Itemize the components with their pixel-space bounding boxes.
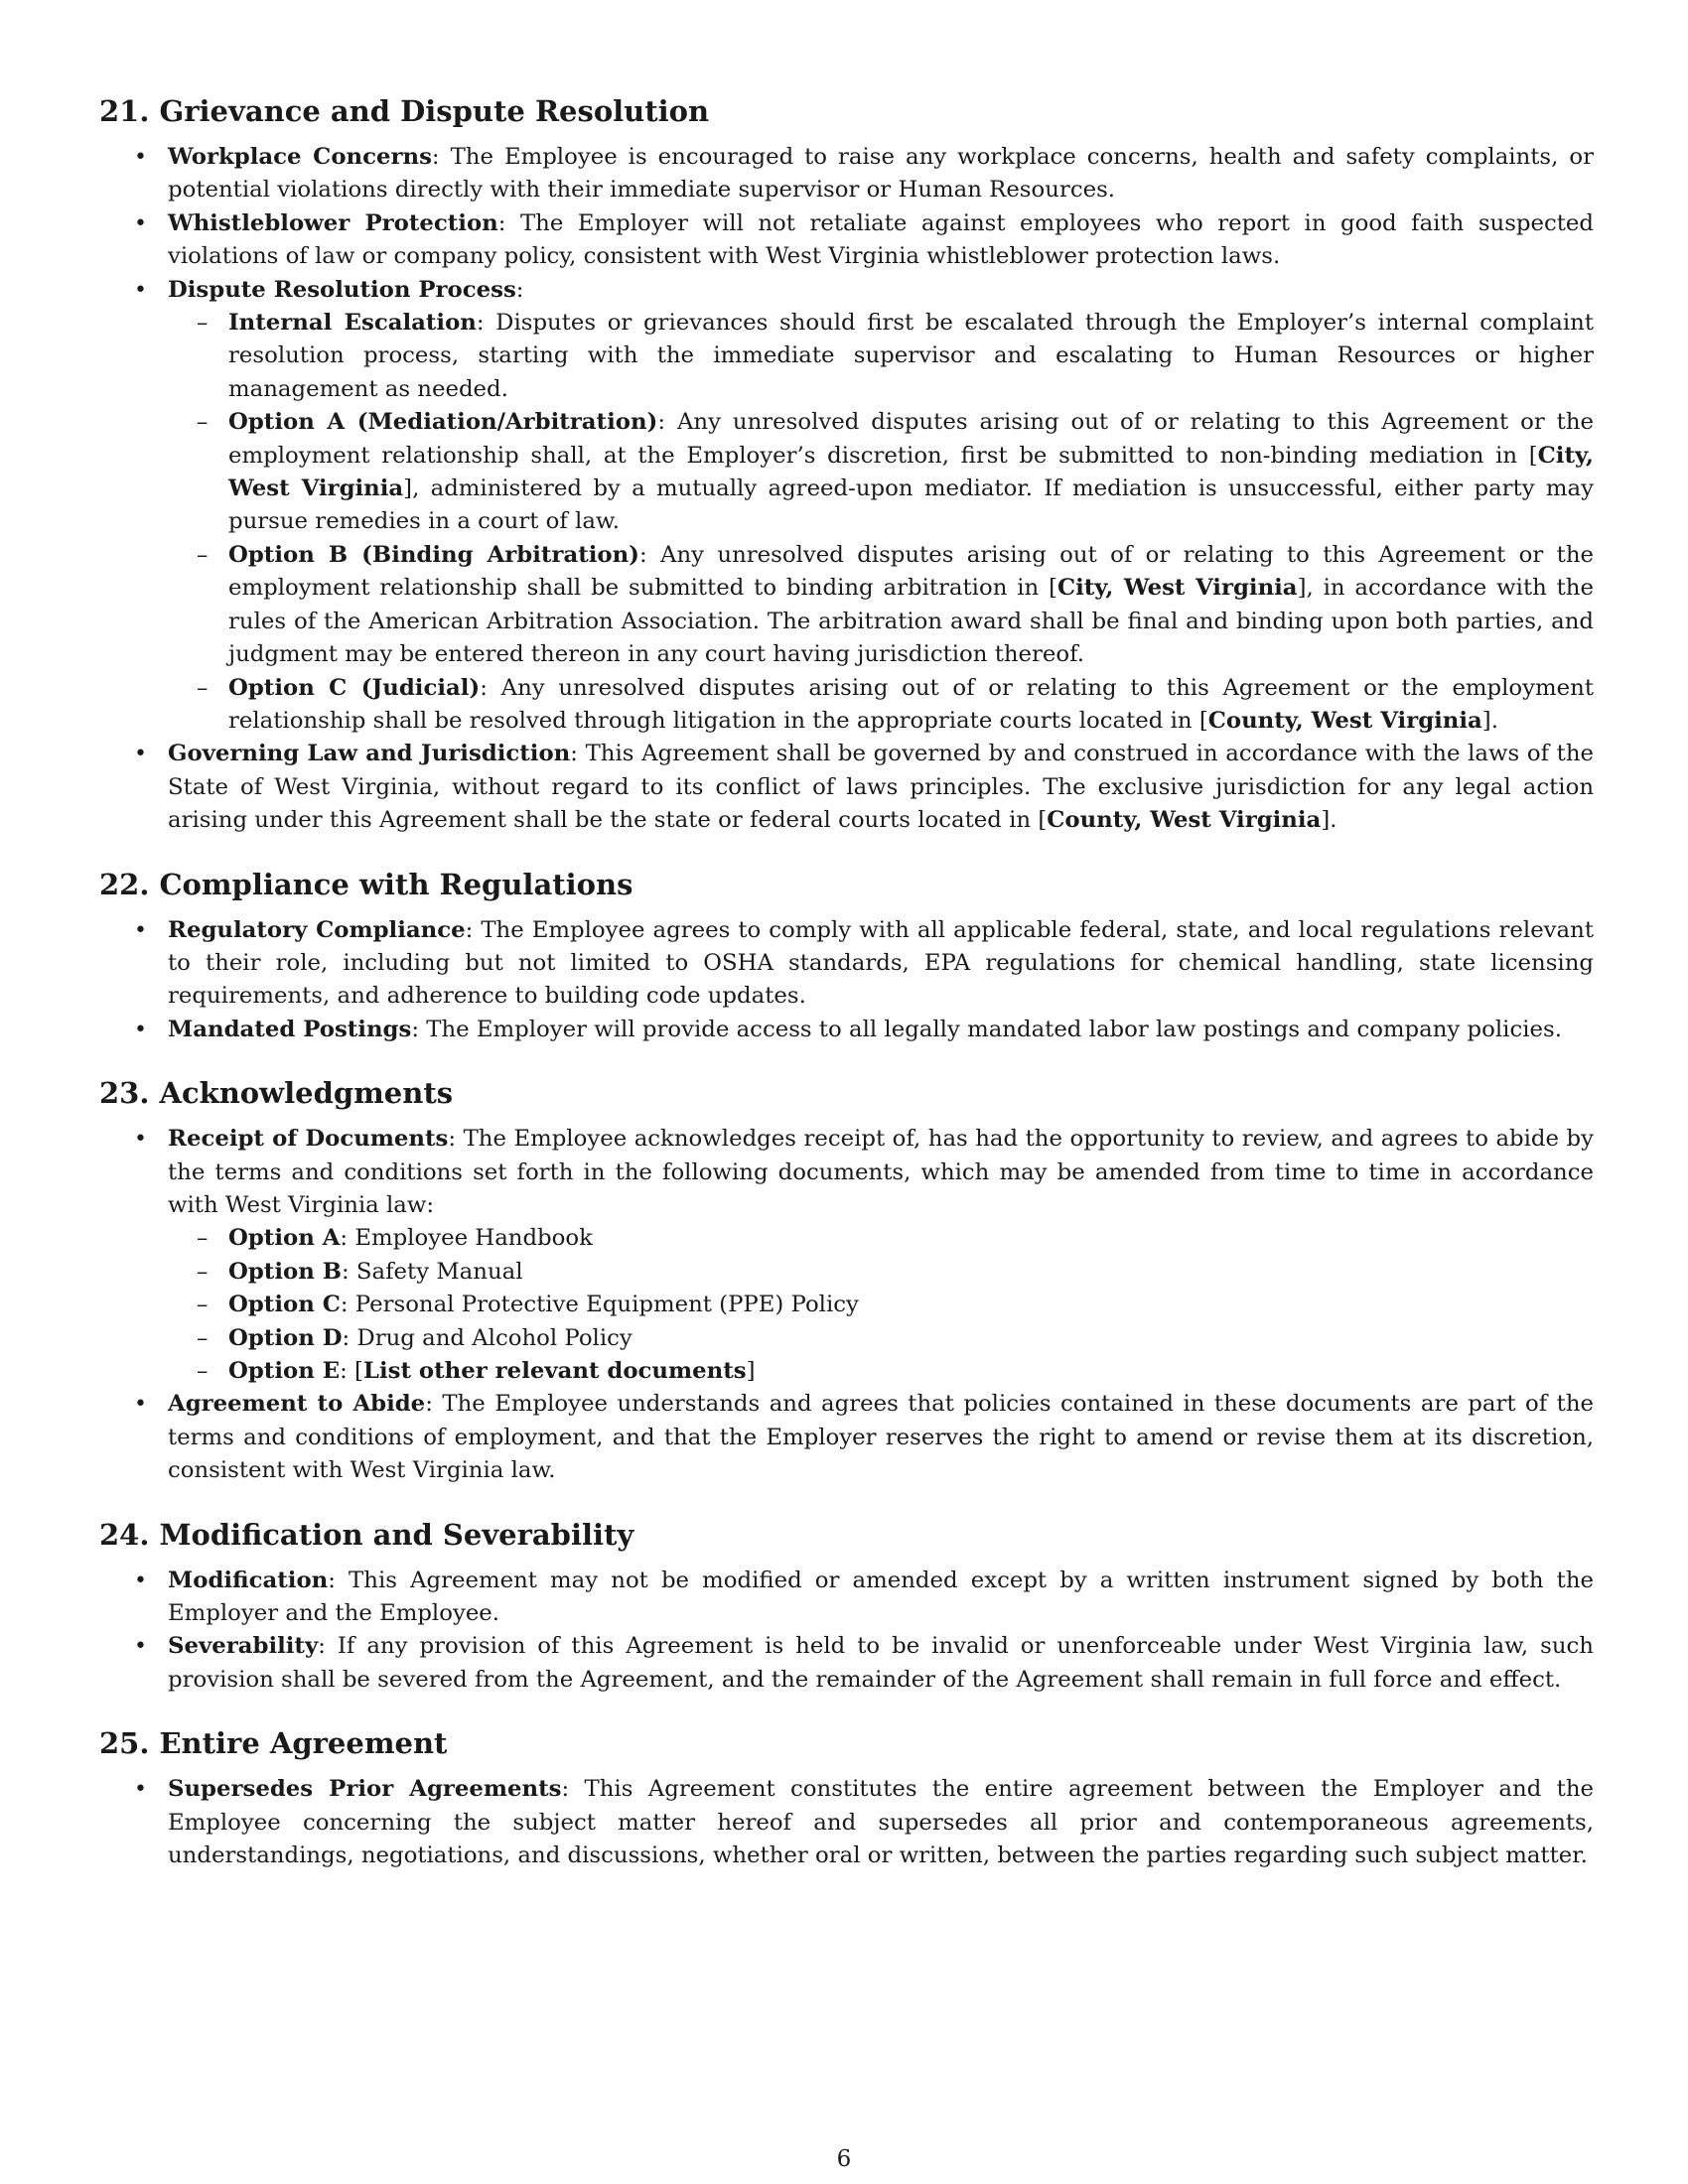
list-item-governing-law: [99, 738, 1594, 837]
sub-item-option-c: [168, 672, 1594, 739]
item-text: : The Employee agrees to comply with all applicable federal, state, and local regulations relevant to their role, including but not limited to OSHA standards, EPA regulations for chemical handling, state licensing requirements, and adherence to building code updates.: [168, 916, 1594, 1010]
sub-list: [168, 307, 1594, 738]
sub-list: [168, 1222, 1594, 1388]
item-text: : The Employee understands and agrees that policies contained in these documents are part of the terms and conditions of employment, and that the Employer reserves the right to amend or revise them at its discretion, consistent with West Virginia law.: [168, 1391, 1594, 1484]
list-item-workplace-concerns: [99, 141, 1594, 207]
sub-item-option-b: [168, 1256, 1594, 1289]
section-23: [99, 1073, 1594, 1487]
page-number: 6: [836, 2146, 852, 2172]
item-term: Option E: [228, 1358, 341, 1384]
section-heading: [99, 1073, 1594, 1113]
item-text: : Any unresolved disputes arising out of or relating to this Agreement or the employment relationship shall be resolved through litigation in the appropriate courts located in [: [228, 674, 1594, 734]
list-item-supersedes-prior-agreements: [99, 1773, 1594, 1872]
document-page: [99, 91, 1594, 1899]
bullet-list: [99, 1565, 1594, 1698]
list-item-agreement-to-abide: [99, 1388, 1594, 1487]
list-item-modification: [99, 1565, 1594, 1631]
item-text: : [: [340, 1358, 363, 1384]
item-text: : Any unresolved disputes arising out of or relating to this Agreement or the employment relationship shall, at the Employer’s discretion, first be submitted to non-binding mediation in [: [228, 409, 1595, 469]
item-term: Option A: [228, 1225, 341, 1252]
item-text: : Safety Manual: [341, 1258, 523, 1285]
item-term: Option A (Mediation/Arbitration): [228, 409, 658, 436]
item-term: Mandated Postings: [168, 1016, 412, 1042]
section-number: 25.: [99, 1726, 150, 1761]
list-item-receipt-of-documents: [99, 1123, 1594, 1388]
item-text: : This Agreement may not be modified or amended except by a written instrument signed by both the Employer and the Employee.: [168, 1567, 1594, 1627]
section-title: Acknowledgments: [159, 1076, 454, 1111]
item-term: Severability: [168, 1633, 319, 1660]
item-text: : If any provision of this Agreement is held to be invalid or unenforceable under West Virginia law, such provision shall be severed from the Agreement, and the remainder of the Agreement shall remain in full force and effect.: [168, 1633, 1594, 1693]
item-text: : The Employer will provide access to all legally mandated labor law postings and company policies.: [411, 1016, 1562, 1042]
item-text: ]: [746, 1358, 756, 1384]
item-term: Dispute Resolution Process: [168, 276, 516, 303]
item-text: ], administered by a mutually agreed-upon mediator. If mediation is unsuccessful, either party may pursue remedies in a court of law.: [228, 476, 1594, 535]
item-text: : This Agreement shall be governed by and construed in accordance with the laws of the State of West Virginia, without regard to its conflict of laws principles. The exclusive jurisdiction for any legal action arising under this Agreement shall be the state or federal courts located in [: [168, 741, 1595, 834]
section-21: [99, 91, 1594, 838]
item-text: ].: [1481, 707, 1498, 734]
section-number: 22.: [99, 867, 150, 901]
item-term: Option D: [228, 1324, 343, 1351]
placeholder-field: City, West Virginia: [228, 442, 1594, 502]
item-term: Workplace Concerns: [168, 144, 432, 170]
item-text: ].: [1321, 807, 1337, 834]
section-heading: [99, 865, 1594, 904]
bullet-list: [99, 1123, 1594, 1487]
list-item-regulatory-compliance: [99, 914, 1594, 1014]
section-24: [99, 1515, 1594, 1698]
bullet-list: [99, 914, 1594, 1047]
placeholder-field: County, West Virginia: [1207, 707, 1482, 734]
item-term: Supersedes Prior Agreements: [168, 1776, 562, 1803]
item-text: : Employee Handbook: [340, 1225, 593, 1252]
item-term: Whistleblower Protection: [168, 209, 498, 236]
item-text: : The Employee acknowledges receipt of, has had the opportunity to review, and agrees to abide by the terms and conditions set forth in the following documents, which may be amended from time to time in accordance with West Virginia law:: [168, 1126, 1594, 1218]
list-item-whistleblower-protection: [99, 207, 1594, 274]
item-term: Option B: [228, 1258, 342, 1285]
section-heading: [99, 91, 1594, 131]
item-term: Agreement to Abide: [168, 1391, 426, 1418]
item-text: : Any unresolved disputes arising out of or relating to this Agreement or the employment relationship shall be submitted to binding arbitration in [: [228, 541, 1594, 602]
section-title: Modification and Severability: [159, 1517, 634, 1552]
section-25: [99, 1723, 1594, 1872]
item-text: :: [515, 276, 524, 303]
item-term: Option C (Judicial): [228, 674, 481, 701]
section-22: [99, 865, 1594, 1047]
item-text: : The Employee is encouraged to raise any workplace concerns, health and safety complaints, or potential violations directly with their immediate supervisor or Human Resources.: [168, 144, 1594, 204]
sub-item-internal-escalation: [168, 307, 1594, 406]
section-title: Grievance and Dispute Resolution: [159, 94, 710, 128]
sub-item-option-d: [168, 1322, 1594, 1355]
list-item-severability: [99, 1630, 1594, 1697]
sub-item-option-a: [168, 1222, 1594, 1255]
section-title: Entire Agreement: [159, 1726, 448, 1761]
section-number: 23.: [99, 1076, 150, 1111]
placeholder-field: County, West Virginia: [1047, 807, 1322, 834]
sub-item-option-e: [168, 1355, 1594, 1388]
placeholder-field: City, West Virginia: [1056, 575, 1298, 602]
sub-item-option-c: [168, 1289, 1594, 1321]
item-text: : Personal Protective Equipment (PPE) Policy: [340, 1292, 859, 1318]
item-term: Internal Escalation: [228, 310, 477, 337]
bullet-list: [99, 141, 1594, 838]
list-item-mandated-postings: [99, 1014, 1594, 1046]
sub-item-option-b: [168, 539, 1594, 672]
item-term: Governing Law and Jurisdiction: [168, 741, 571, 767]
item-text: : The Employer will not retaliate against employees who report in good faith suspected violations of law or company policy, consistent with West Virginia whistleblower protection laws.: [168, 209, 1595, 270]
section-heading: [99, 1723, 1594, 1763]
item-text: : Drug and Alcohol Policy: [342, 1324, 633, 1351]
item-term: Regulatory Compliance: [168, 916, 466, 943]
placeholder-field: List other relevant documents: [362, 1358, 747, 1384]
bullet-list: [99, 1773, 1594, 1872]
item-term: Option C: [228, 1292, 341, 1318]
item-text: : Disputes or grievances should first be escalated through the Employer’s internal complaint resolution process, starting with the immediate supervisor and escalating to Human Resources or higher management as needed.: [228, 310, 1594, 402]
item-term: Option B (Binding Arbitration): [228, 541, 639, 568]
section-title: Compliance with Regulations: [159, 867, 633, 901]
sub-item-option-a: [168, 406, 1594, 539]
list-item-dispute-resolution-process: [99, 274, 1594, 739]
item-term: Receipt of Documents: [168, 1126, 449, 1153]
item-text: : This Agreement constitutes the entire agreement between the Employer and the Employee concerning the subject matter hereof and supersedes all prior and contemporaneous agreements, understandings, negotiations, and discussions, whether oral or written, between the parties regarding such subject matter.: [168, 1776, 1594, 1869]
item-term: Modification: [168, 1567, 329, 1593]
section-heading: [99, 1515, 1594, 1555]
section-number: 21.: [99, 94, 150, 128]
section-number: 24.: [99, 1517, 150, 1552]
item-text: ], in accordance with the rules of the American Arbitration Association. The arbitration award shall be final and binding upon both parties, and judgment may be entered thereon in any court having jurisdiction thereof.: [228, 575, 1594, 668]
